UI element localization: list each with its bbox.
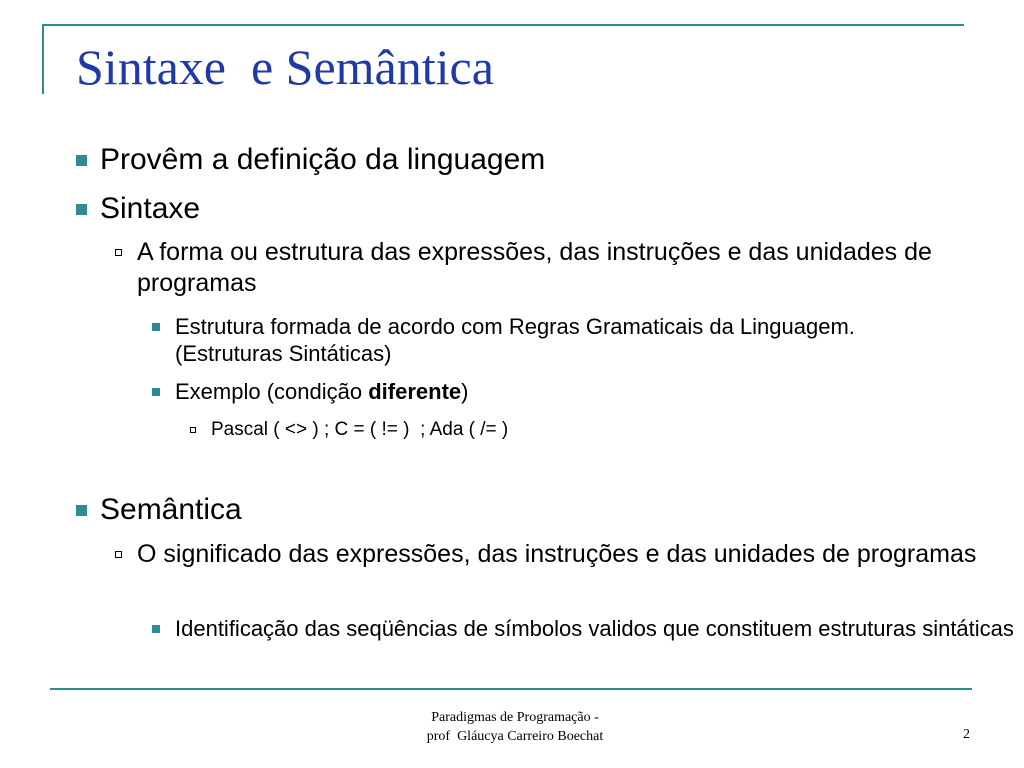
bullet-text: Identificação das seqüências de símbolos validos que constituem estruturas sintáticas (175, 616, 1014, 641)
slide-title: Sintaxe e Semântica (76, 39, 494, 95)
hollow-square-bullet-icon (100, 539, 137, 570)
square-bullet-icon (62, 191, 100, 227)
bullet-item (62, 191, 1000, 227)
bullet-item (137, 615, 1015, 642)
hollow-square-bullet-icon (175, 418, 211, 442)
bullet-text: Estrutura formada de acordo com Regras Gramaticais da Linguagem. (Estruturas Sintáticas) (175, 314, 855, 366)
top-frame-line (42, 24, 964, 26)
bullet-item (100, 237, 987, 299)
bullet-item (100, 539, 1007, 570)
bullet-text: Semântica (100, 493, 242, 526)
example-text-after: ) (461, 379, 469, 404)
bullet-text: Sintaxe (100, 192, 201, 225)
bullet-text: A forma ou estrutura das expressões, das instruções e das unidades de programas (137, 238, 932, 297)
square-bullet-icon (62, 492, 100, 528)
bullet-item (175, 418, 508, 442)
square-bullet-icon (62, 142, 100, 178)
footer-line-2: prof Gláucya Carreiro Boechat (426, 729, 604, 744)
bullet-item (62, 142, 1000, 178)
square-bullet-icon (137, 313, 175, 340)
page-number: 2 (963, 727, 970, 742)
bullet-item (62, 492, 1000, 528)
hollow-square-bullet-icon (100, 237, 137, 268)
bullet-item (137, 313, 955, 367)
footer-divider (50, 688, 972, 690)
bullet-text: O significado das expressões, das instruções e das unidades de programas (137, 540, 977, 568)
square-bullet-icon (137, 378, 175, 405)
bullet-item (137, 378, 468, 405)
bullet-text: Provêm a definição da linguagem (100, 143, 546, 176)
left-frame-line (42, 24, 44, 94)
footer-caption (380, 708, 650, 746)
bullet-text (175, 378, 468, 405)
footer-line-1: Paradigmas de Programação - (431, 710, 599, 725)
example-text-before: Exemplo (condição (175, 379, 369, 404)
bullet-text: Pascal ( <> ) ; C = ( != ) ; Ada ( /= ) (211, 419, 509, 440)
square-bullet-icon (137, 615, 175, 642)
example-text-bold: diferente (368, 379, 462, 404)
